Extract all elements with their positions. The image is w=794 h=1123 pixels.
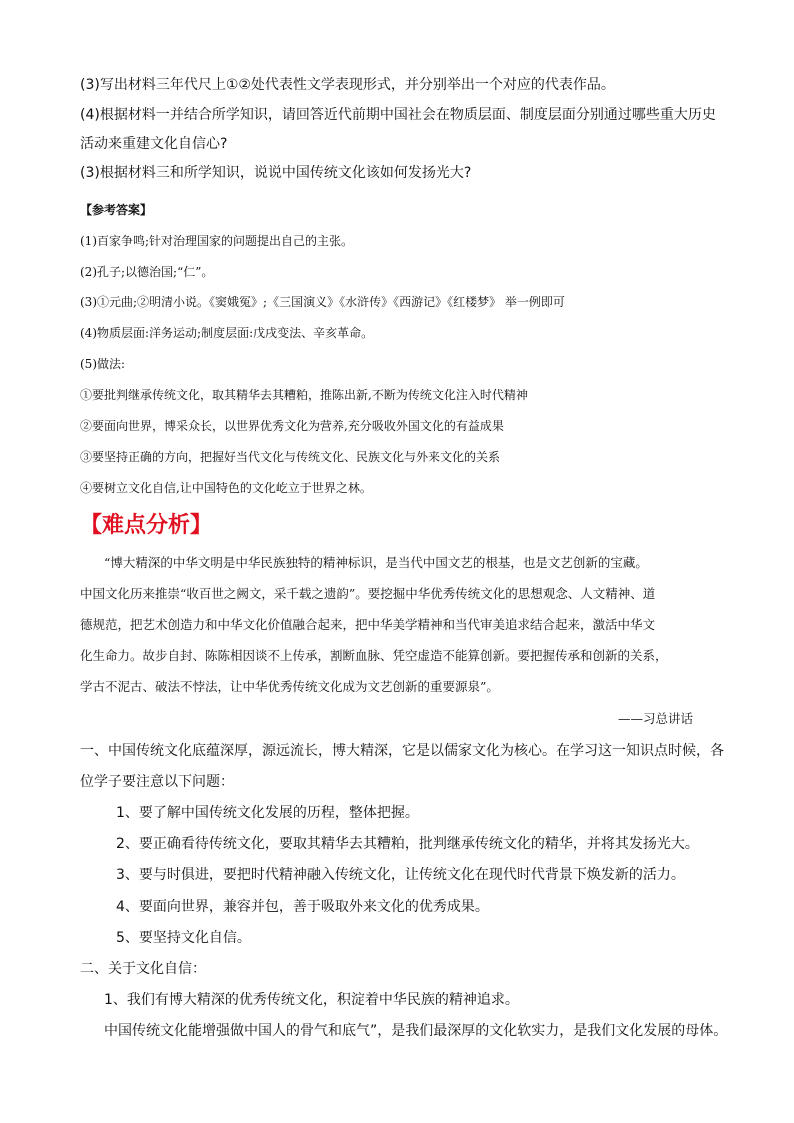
quote-line: “博大精深的中华文明是中华民族独特的精神标识，是当代中国文艺的根基，也是文艺创新的宝藏。 (104, 555, 648, 570)
body-line: 中国传统文化能增强做中国人的骨气和底气”，是我们最深厚的文化软实力，是我们文化发展的母体。 (104, 1023, 728, 1039)
answer-5-point-4: ④要树立文化自信,让中国特色的文化屹立于世界之林。 (80, 481, 372, 495)
answer-title: 【参考答案】 (80, 203, 153, 217)
quote-line: 德规范，把艺术创造力和中华文化价值融合起来，把中华美学精神和当代审美追求结合起来，激活中华文 (80, 617, 656, 632)
body-line: 5、要坚持文化自信。 (116, 930, 251, 946)
answer-5-point-3: ③要坚持正确的方向，把握好当代文化与传统文化、民族文化与外来文化的关系 (80, 450, 501, 464)
answer-5: (5)做法: (80, 357, 126, 371)
quote-line: 学古不泥古、破法不悖法，让中华优秀传统文化成为文艺创新的重要源泉”。 (80, 679, 499, 694)
body-line: 2、要正确看待传统文化，要取其精华去其糟粕，批判继承传统文化的精华，并将其发扬光大。 (116, 836, 699, 852)
body-line: 4、要面向世界，兼容并包，善于吸取外来文化的优秀成果。 (116, 899, 489, 915)
question-4-line1: (4)根据材料一并结合所学知识，请回答近代前期中国社会在物质层面、制度层面分别通过哪些重大历史 (80, 107, 716, 123)
answer-1: (1)百家争鸣;针对治理国家的问题提出自己的主张。 (80, 234, 354, 248)
question-5: (3)根据材料三和所学知识，说说中国传统文化该如何发扬光大? (80, 165, 472, 181)
quote-signature: ——习总讲话 (618, 711, 694, 726)
quote-line: 中国文化历来推崇“收百世之阙文，采千载之遗韵”。要挖掘中华优秀传统文化的思想观念、人文精神、道 (80, 586, 656, 601)
answer-5-point-1: ①要批判继承传统文化，取其精华去其糟粕，推陈出新,不断为传统文化注入时代精神 (80, 388, 528, 402)
section-heading: 【难点分析】 (80, 513, 213, 538)
body-line: 位学子要注意以下问题： (80, 774, 234, 790)
body-line: 3、要与时俱进，要把时代精神融入传统文化，让传统文化在现代时代背景下焕发新的活力。 (116, 867, 685, 883)
question-3-culture: (3)写出材料三年代尺上①②处代表性文学表现形式，并分别举出一个对应的代表作品。 (80, 77, 615, 93)
body-line: 二、关于文化自信： (80, 961, 206, 977)
answer-4: (4)物质层面:洋务运动;制度层面:戊戌变法、辛亥革命。 (80, 326, 374, 340)
body-line: 一、中国传统文化底蕴深厚，源远流长，博大精深，它是以儒家文化为核心。在学习这一知识点时候，各 (80, 743, 724, 759)
answer-3: (3)①元曲;②明清小说。《窦娥冤》;《三国演义》《水浒传》《西游记》《红楼梦》 举一例即可 (80, 295, 565, 309)
question-4-line2: 活动来重建文化自信心? (80, 136, 228, 152)
body-line: 1、我们有博大精深的优秀传统文化，积淀着中华民族的精神追求。 (104, 992, 519, 1008)
answer-2: (2)孔子;以德治国;“仁”。 (80, 265, 214, 279)
answer-5-point-2: ②要面向世界，博采众长，以世界优秀文化为营养,充分吸收外国文化的有益成果 (80, 419, 504, 433)
quote-line: 化生命力。故步自封、陈陈相因谈不上传承，割断血脉、凭空虚造不能算创新。要把握传承和创新的关系， (80, 648, 668, 663)
body-line: 1、要了解中国传统文化发展的历程，整体把握。 (116, 805, 419, 821)
